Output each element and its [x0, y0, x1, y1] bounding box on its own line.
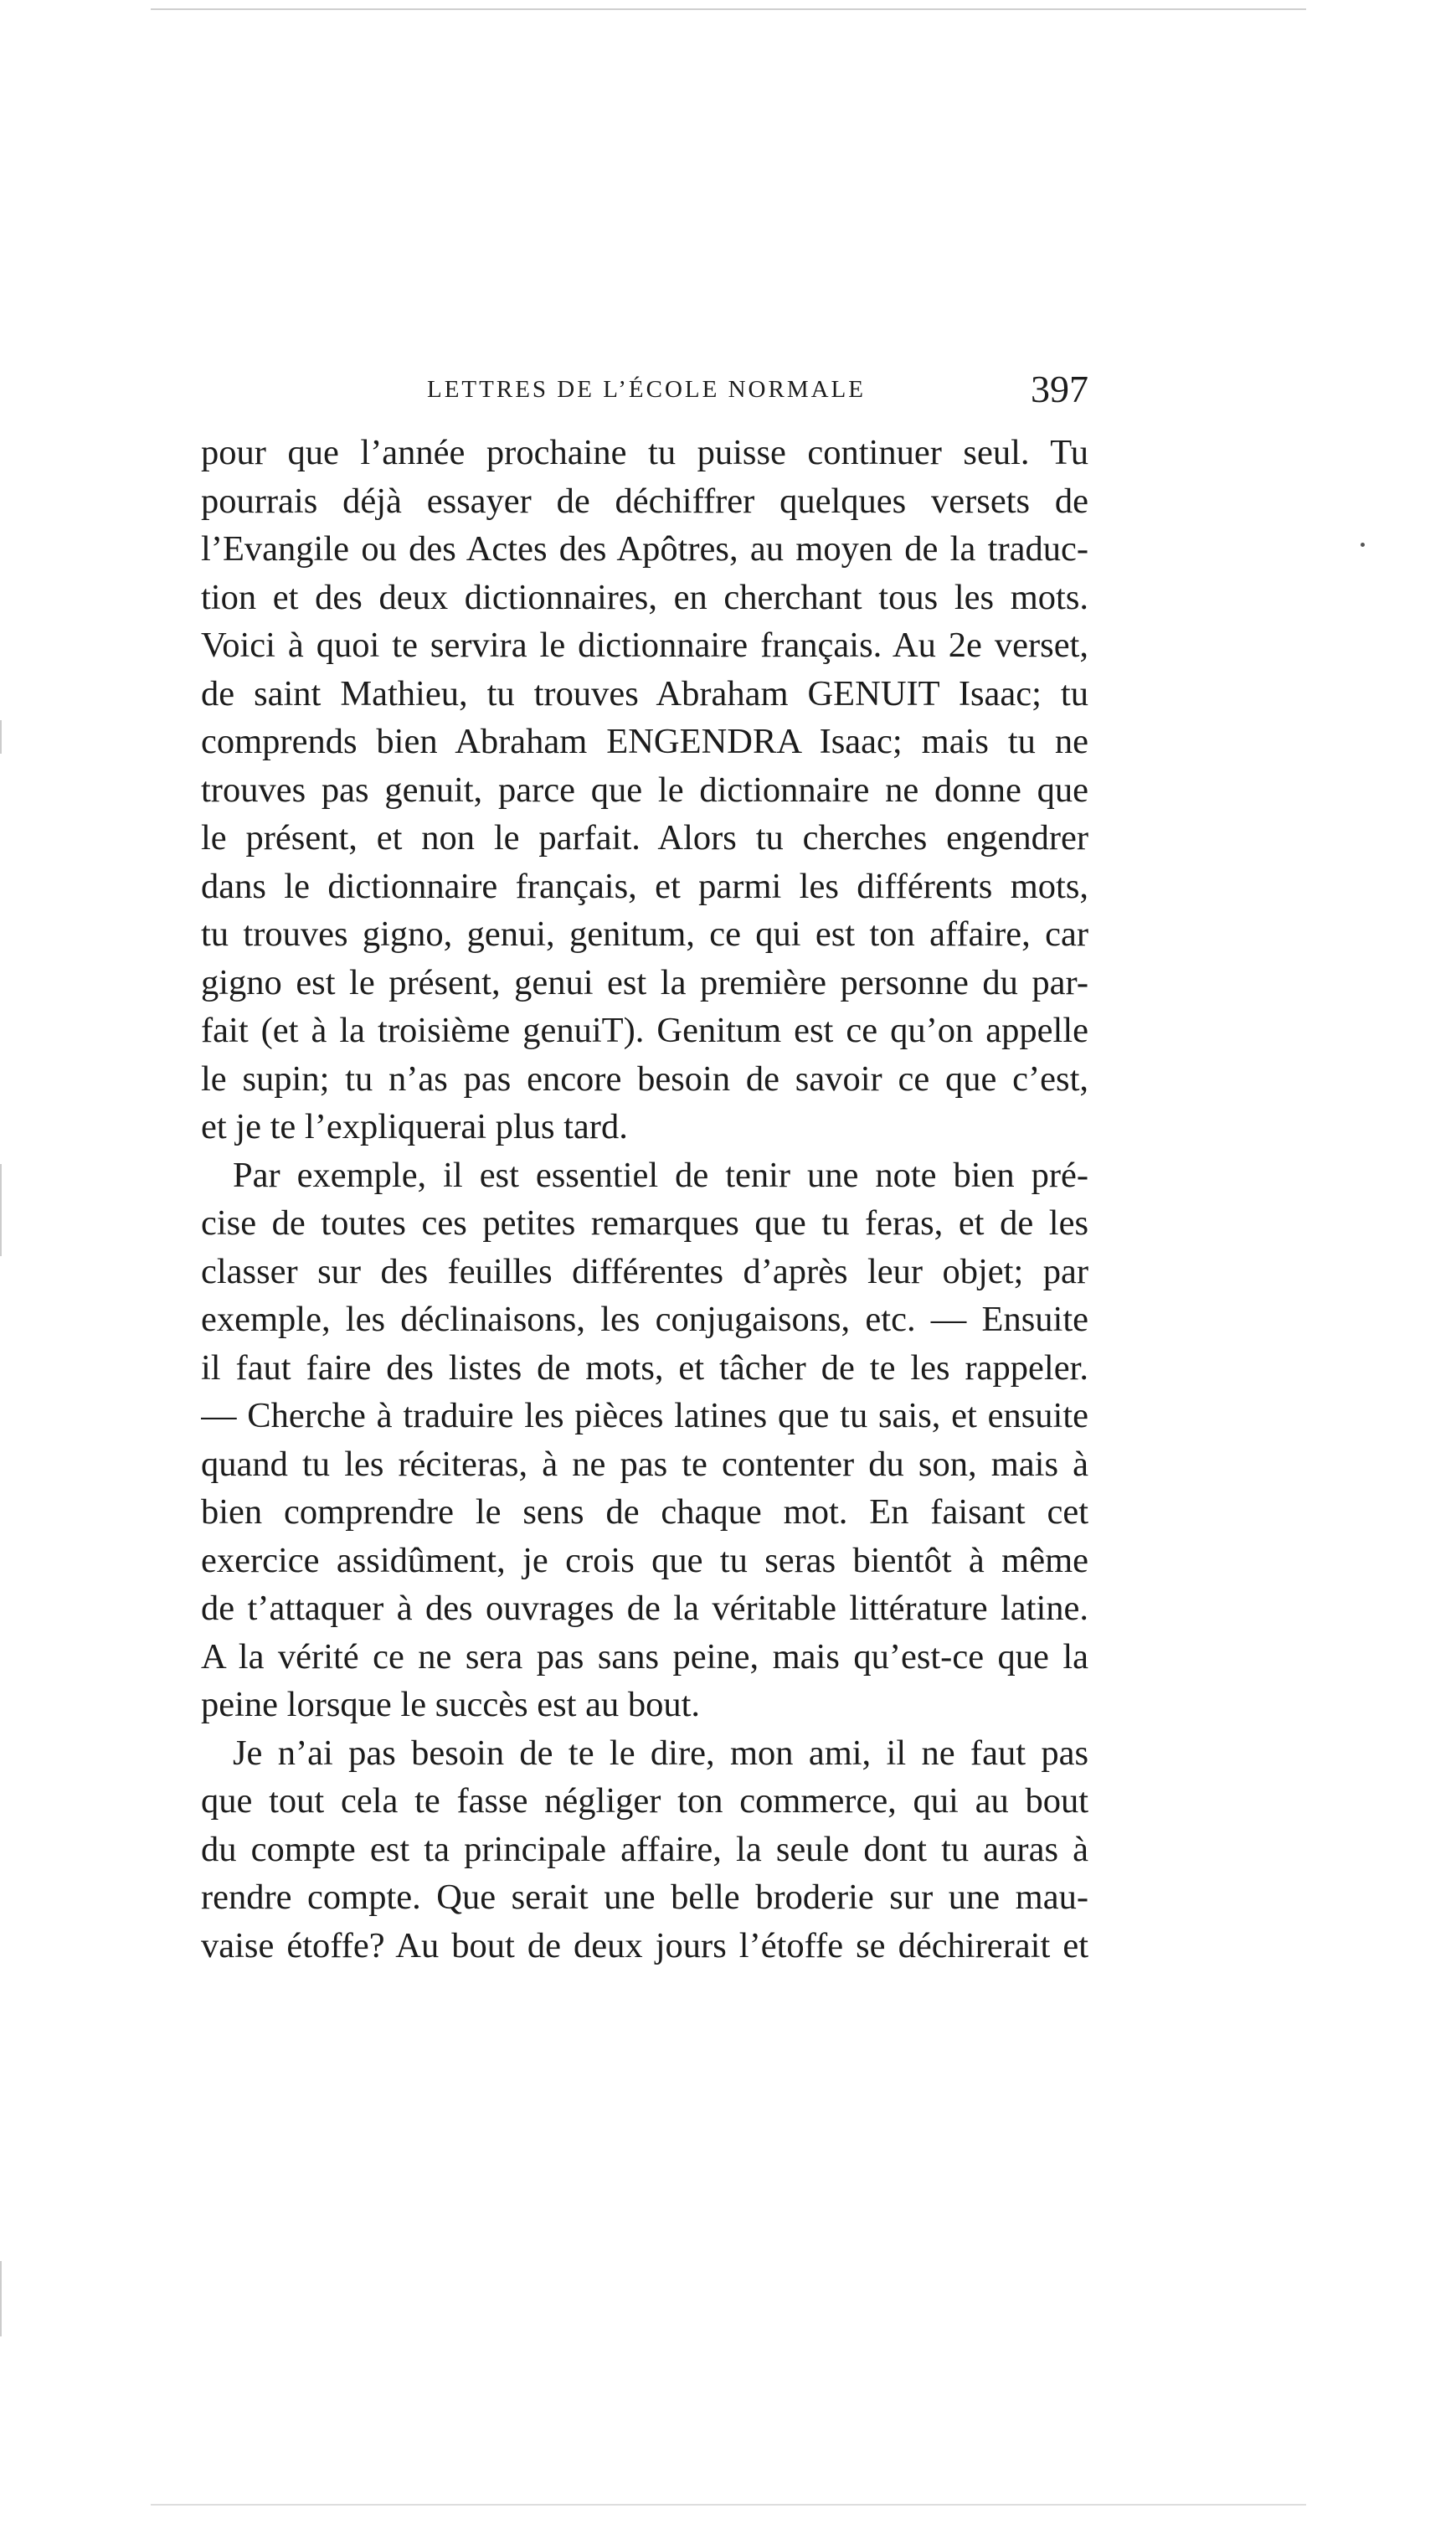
text-line: Je n’ai pas besoin de te le dire, mon ami, il ne faut pas — [233, 1733, 1088, 1773]
text-line: exercice assidûment, je crois que tu seras bientôt à même — [201, 1540, 1088, 1580]
paragraph-1 — [201, 429, 1088, 1151]
text-line: le supin; tu n’as pas encore besoin de savoir ce que c’est, — [201, 1059, 1088, 1099]
text-line: Par exemple, il est essentiel de tenir une note bien pré- — [233, 1155, 1088, 1195]
text-line: de saint Mathieu, tu trouves Abraham GENUIT Isaac; tu — [201, 673, 1088, 713]
text-line: comprends bien Abraham ENGENDRA Isaac; mais tu ne — [201, 722, 1088, 761]
text-line: cise de toutes ces petites remarques que tu feras, et de les — [201, 1203, 1088, 1243]
paragraph-2 — [201, 1151, 1088, 1729]
text-line: pourrais déjà essayer de déchiffrer quelques versets de — [201, 481, 1088, 521]
text-line: que tout cela te fasse négliger ton commerce, qui au bout — [201, 1781, 1088, 1821]
running-header — [201, 360, 1088, 419]
paragraph-3 — [201, 1729, 1088, 1970]
text-line: le présent, et non le parfait. Alors tu cherches engendrer — [201, 818, 1088, 858]
text-line: du compte est ta principale affaire, la seule dont tu auras à — [201, 1829, 1088, 1869]
scan-edge-line-top — [151, 8, 1306, 10]
text-line: quand tu les réciteras, à ne pas te contenter du son, mais à — [201, 1444, 1088, 1484]
text-line: peine lorsque le succès est au bout. — [201, 1685, 700, 1724]
text-line: — Cherche à traduire les pièces latines que tu sais, et ensuite — [201, 1396, 1088, 1435]
scan-margin-mark — [0, 1164, 2, 1256]
text-line: trouves pas genuit, parce que le dictionnaire ne donne que — [201, 770, 1088, 810]
text-line: tion et des deux dictionnaires, en cherchant tous les mots. — [201, 577, 1088, 617]
text-line: classer sur des feuilles différentes d’après leur objet; par — [201, 1251, 1088, 1291]
scan-edge-line-bottom — [151, 2504, 1306, 2506]
text-line: il faut faire des listes de mots, et tâcher de te les rappeler. — [201, 1347, 1088, 1388]
text-line: tu trouves gigno, genui, genitum, ce qui est ton affaire, car — [201, 914, 1088, 954]
text-line: vaise étoffe? Au bout de deux jours l’étoffe se déchirerait et — [201, 1925, 1088, 1965]
scan-margin-mark — [0, 720, 2, 754]
text-line: bien comprendre le sens de chaque mot. En faisant cet — [201, 1492, 1088, 1532]
text-line: gigno est le présent, genui est la première personne du par- — [201, 962, 1088, 1002]
scan-margin-mark — [0, 2261, 2, 2336]
scan-speck — [1361, 543, 1365, 547]
text-line: exemple, les déclinaisons, les conjugaisons, etc. — Ensuite — [201, 1300, 1088, 1339]
text-line: l’Evangile ou des Actes des Apôtres, au moyen de la traduc- — [201, 529, 1088, 569]
text-line: fait (et à la troisième genuiT). Genitum est ce qu’on appelle — [201, 1011, 1088, 1050]
text-line: pour que l’année prochaine tu puisse continuer seul. Tu — [201, 433, 1088, 472]
text-line: de t’attaquer à des ouvrages de la véritable littérature latine. — [201, 1589, 1088, 1628]
text-line: et je te l’expliquerai plus tard. — [201, 1107, 628, 1146]
text-line: A la vérité ce ne sera pas sans peine, mais qu’est-ce que la — [201, 1636, 1088, 1677]
text-line: dans le dictionnaire français, et parmi les différents mots, — [201, 866, 1088, 906]
running-title: LETTRES DE L’ÉCOLE NORMALE — [427, 376, 866, 403]
text-line: rendre compte. Que serait une belle broderie sur une mau- — [201, 1878, 1088, 1917]
page-number: 397 — [1031, 368, 1088, 410]
body-text — [201, 429, 1088, 1970]
text-line: Voici à quoi te servira le dictionnaire français. Au 2e verset, — [201, 626, 1088, 665]
